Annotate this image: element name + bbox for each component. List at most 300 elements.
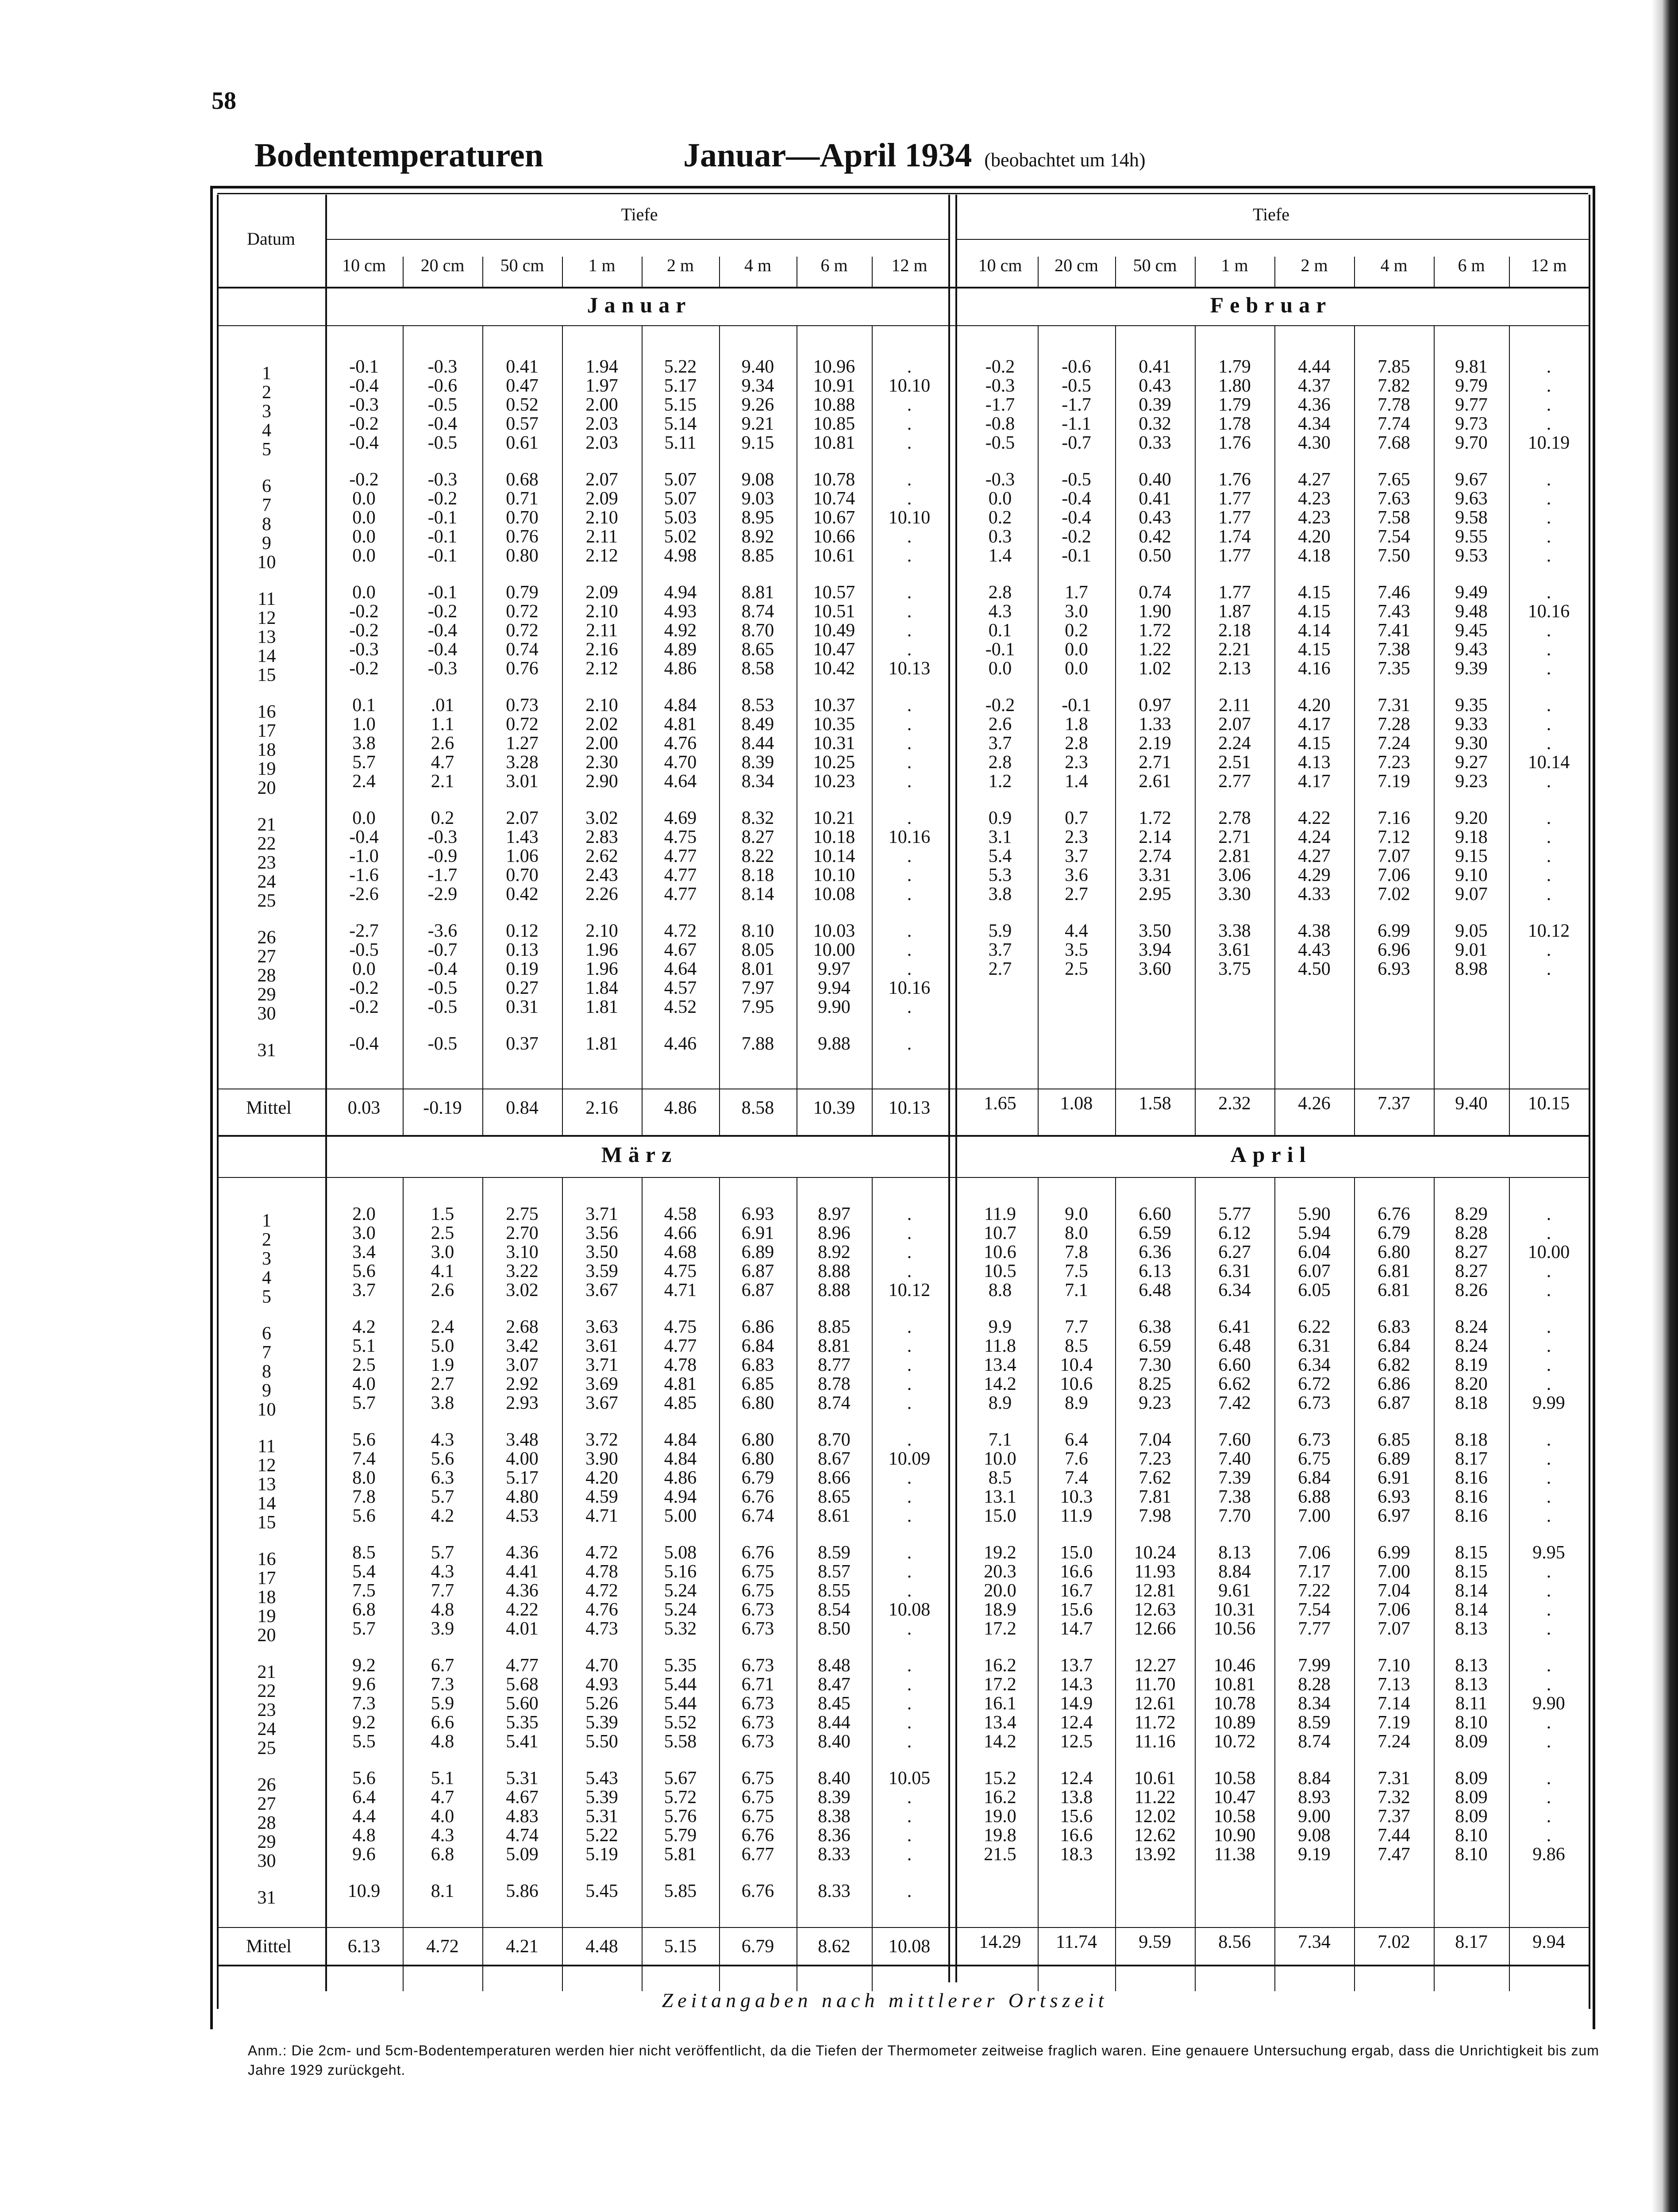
table-cell: 8.38 xyxy=(818,1806,851,1827)
table-cell: 10.16 xyxy=(888,827,931,847)
table-cell: 12.81 xyxy=(1134,1581,1176,1601)
table-cell: 5.19 xyxy=(585,1844,618,1865)
table-cell: 6.80 xyxy=(1378,1242,1410,1262)
table-cell: -0.3 xyxy=(427,357,458,377)
table-cell: 19.8 xyxy=(984,1825,1016,1846)
day-number: 12 xyxy=(257,608,276,628)
table-cell: . xyxy=(1546,376,1551,396)
mittel-cell: 4.26 xyxy=(1298,1093,1331,1114)
table-cell: 0.42 xyxy=(1139,527,1171,547)
mittel-cell: -0.19 xyxy=(423,1098,462,1118)
table-cell: 1.96 xyxy=(585,959,618,979)
table-cell: 5.85 xyxy=(664,1881,697,1901)
table-cell: -0.2 xyxy=(349,601,379,622)
table-cell: 2.07 xyxy=(1218,714,1251,735)
table-cell: . xyxy=(907,546,912,566)
mittel-cell: 4.48 xyxy=(585,1936,618,1957)
table-cell: 4.16 xyxy=(1298,658,1331,679)
table-cell: 7.85 xyxy=(1378,357,1410,377)
table-cell: 1.87 xyxy=(1218,601,1251,622)
table-cell: . xyxy=(1546,884,1551,904)
table-cell: 1.81 xyxy=(585,997,618,1017)
table-cell: 5.32 xyxy=(664,1619,697,1639)
table-cell: 4.50 xyxy=(1298,959,1331,979)
table-cell: 4.36 xyxy=(506,1581,539,1601)
table-cell: 5.94 xyxy=(1298,1223,1331,1243)
table-cell: 2.1 xyxy=(431,771,454,792)
table-cell: 2.68 xyxy=(506,1317,539,1337)
table-cell: 3.90 xyxy=(585,1449,618,1469)
table-cell: -0.4 xyxy=(349,376,379,396)
table-cell: 0.33 xyxy=(1139,433,1171,453)
table-cell: 8.13 xyxy=(1455,1619,1488,1639)
table-cell: 18.9 xyxy=(984,1600,1016,1620)
table-cell: 4.22 xyxy=(1298,808,1331,828)
table-cell: 6.48 xyxy=(1218,1336,1251,1356)
depth-header: 50 cm xyxy=(500,255,544,275)
table-cell: 8.85 xyxy=(818,1317,851,1337)
table-cell: 7.8 xyxy=(1065,1242,1088,1262)
table-cell: 3.50 xyxy=(1139,921,1171,941)
table-cell: 7.22 xyxy=(1298,1581,1331,1601)
depth-header: 10 cm xyxy=(978,255,1022,275)
day-number: 10 xyxy=(257,1400,276,1420)
table-cell: 2.09 xyxy=(585,489,618,509)
table-cell: . xyxy=(907,695,912,716)
table-cell: 3.67 xyxy=(585,1393,618,1413)
table-cell: 8.17 xyxy=(1455,1449,1488,1469)
table-cell: . xyxy=(1546,658,1551,679)
table-cell: 1.02 xyxy=(1139,658,1171,679)
table-cell: 6.80 xyxy=(741,1449,774,1469)
table-cell: 4.70 xyxy=(664,752,697,773)
table-cell: 6.73 xyxy=(1298,1393,1331,1413)
table-cell: 6.81 xyxy=(1378,1280,1410,1300)
mittel-cell: 10.15 xyxy=(1528,1093,1570,1114)
table-cell: 6.85 xyxy=(1378,1430,1410,1450)
table-cell: 8.40 xyxy=(818,1731,851,1752)
table-cell: . xyxy=(907,1581,912,1601)
table-cell: 4.17 xyxy=(1298,771,1331,792)
table-cell: 9.9 xyxy=(988,1317,1012,1337)
table-cell: 0.79 xyxy=(506,582,539,603)
table-cell: -0.1 xyxy=(1062,695,1091,716)
table-cell: . xyxy=(907,1468,912,1488)
table-cell: 8.53 xyxy=(741,695,774,716)
table-cell: -0.3 xyxy=(985,469,1015,490)
table-cell: 7.17 xyxy=(1298,1562,1331,1582)
table-cell: 0.68 xyxy=(506,469,539,490)
table-cell: 7.68 xyxy=(1378,433,1410,453)
table-cell: 3.02 xyxy=(506,1280,539,1300)
day-number: 26 xyxy=(257,927,276,948)
page-number: 58 xyxy=(212,87,236,115)
table-cell: . xyxy=(907,865,912,885)
table-cell: 4.57 xyxy=(664,978,697,998)
table-cell: 2.16 xyxy=(585,639,618,660)
table-cell: 4.23 xyxy=(1298,489,1331,509)
table-cell: 2.10 xyxy=(585,601,618,622)
table-cell: 5.1 xyxy=(431,1768,454,1789)
table-cell: -0.5 xyxy=(985,433,1015,453)
table-cell: 19.0 xyxy=(984,1806,1016,1827)
table-cell: 15.2 xyxy=(984,1768,1016,1789)
table-cell: . xyxy=(1546,1430,1551,1450)
table-cell: . xyxy=(907,1223,912,1243)
table-cell: 4.29 xyxy=(1298,865,1331,885)
title-note: (beobachtet um 14h) xyxy=(984,149,1146,171)
table-cell: 4.46 xyxy=(664,1034,697,1054)
table-cell: 10.00 xyxy=(1528,1242,1570,1262)
day-number: 24 xyxy=(257,872,276,892)
table-cell: 3.7 xyxy=(1065,846,1088,866)
table-cell: 9.49 xyxy=(1455,582,1488,603)
day-number: 29 xyxy=(257,985,276,1005)
table-cell: 2.12 xyxy=(585,546,618,566)
table-cell: 8.65 xyxy=(818,1487,851,1507)
table-cell: 4.72 xyxy=(664,921,697,941)
table-cell: 1.77 xyxy=(1218,546,1251,566)
table-cell: 7.54 xyxy=(1298,1600,1331,1620)
table-cell: 1.81 xyxy=(585,1034,618,1054)
table-cell: . xyxy=(1546,714,1551,735)
day-number: 30 xyxy=(257,1004,276,1024)
table-cell: 9.33 xyxy=(1455,714,1488,735)
table-cell: 1.72 xyxy=(1139,808,1171,828)
day-number: 6 xyxy=(262,1323,271,1344)
table-cell: . xyxy=(907,1562,912,1582)
day-number: 8 xyxy=(262,1362,271,1382)
table-cell: 16.6 xyxy=(1060,1825,1093,1846)
table-cell: 6.81 xyxy=(1378,1261,1410,1281)
day-number: 19 xyxy=(257,1606,276,1627)
table-cell: 8.10 xyxy=(1455,1825,1488,1846)
mittel-cell: 2.32 xyxy=(1218,1093,1251,1114)
table-cell: 8.14 xyxy=(1455,1581,1488,1601)
table-cell: 5.0 xyxy=(431,1336,454,1356)
table-cell: 8.74 xyxy=(1298,1731,1331,1752)
table-cell: -0.2 xyxy=(349,658,379,679)
day-number: 24 xyxy=(257,1719,276,1739)
table-cell: 2.18 xyxy=(1218,620,1251,641)
table-cell: 6.73 xyxy=(741,1655,774,1676)
table-cell: 4.13 xyxy=(1298,752,1331,773)
day-number: 13 xyxy=(257,1474,276,1495)
table-cell: 2.30 xyxy=(585,752,618,773)
table-cell: 8.59 xyxy=(1298,1712,1331,1733)
table-cell: .01 xyxy=(431,695,454,716)
day-number: 1 xyxy=(262,1211,271,1231)
table-cell: 3.69 xyxy=(585,1374,618,1394)
table-cell: 7.44 xyxy=(1378,1825,1410,1846)
table-cell: 10.9 xyxy=(347,1881,381,1901)
day-number: 23 xyxy=(257,1700,276,1720)
table-cell: 9.01 xyxy=(1455,940,1488,960)
table-cell: 7.04 xyxy=(1378,1581,1410,1601)
table-cell: -0.4 xyxy=(427,620,458,641)
table-cell: -1.6 xyxy=(349,865,379,885)
table-cell: 4.17 xyxy=(1298,714,1331,735)
table-cell: 7.00 xyxy=(1298,1506,1331,1526)
table-cell: 6.13 xyxy=(1139,1261,1171,1281)
table-cell: . xyxy=(907,940,912,960)
table-cell: -0.4 xyxy=(349,433,379,453)
table-cell: 4.86 xyxy=(664,658,697,679)
table-cell: 3.7 xyxy=(988,940,1012,960)
table-cell: . xyxy=(907,1674,912,1695)
table-cell: 0.13 xyxy=(506,940,539,960)
table-cell: 4.75 xyxy=(664,1261,697,1281)
footer-time-note: Zeitangaben nach mittlerer Ortszeit xyxy=(662,1989,1108,2012)
day-number: 13 xyxy=(257,627,276,647)
mittel-label: Mittel xyxy=(246,1936,292,1957)
table-cell: 4.3 xyxy=(431,1825,454,1846)
table-cell: . xyxy=(1546,639,1551,660)
table-cell: . xyxy=(907,1487,912,1507)
table-cell: . xyxy=(1546,620,1551,641)
table-cell: 7.70 xyxy=(1218,1506,1251,1526)
table-cell: 10.10 xyxy=(888,508,931,528)
table-cell: . xyxy=(1546,1280,1551,1300)
table-cell: 6.76 xyxy=(741,1487,774,1507)
table-cell: 4.93 xyxy=(664,601,697,622)
table-cell: 6.82 xyxy=(1378,1355,1410,1375)
day-number: 6 xyxy=(262,476,271,496)
table-cell: 7.00 xyxy=(1378,1562,1410,1582)
table-cell: 9.10 xyxy=(1455,865,1488,885)
table-cell: 16.7 xyxy=(1060,1581,1093,1601)
table-cell: 12.4 xyxy=(1060,1712,1093,1733)
table-cell: 4.43 xyxy=(1298,940,1331,960)
table-cell: 7.38 xyxy=(1378,639,1410,660)
table-cell: 2.95 xyxy=(1139,884,1171,904)
table-cell: 13.7 xyxy=(1060,1655,1093,1676)
table-cell: 12.63 xyxy=(1134,1600,1176,1620)
table-cell: 4.77 xyxy=(664,865,697,885)
table-cell: -0.3 xyxy=(427,827,458,847)
table-cell: 8.39 xyxy=(818,1787,851,1808)
table-cell: 3.8 xyxy=(988,884,1012,904)
table-cell: 6.60 xyxy=(1218,1355,1251,1375)
table-cell: 2.90 xyxy=(585,771,618,792)
table-cell: 6.99 xyxy=(1378,921,1410,941)
table-cell: 0.0 xyxy=(1065,658,1088,679)
table-cell: 5.7 xyxy=(431,1487,454,1507)
day-number: 27 xyxy=(257,946,276,967)
table-cell: 2.4 xyxy=(431,1317,454,1337)
table-cell: 4.33 xyxy=(1298,884,1331,904)
table-cell: 8.47 xyxy=(818,1674,851,1695)
table-cell: 10.67 xyxy=(813,508,855,528)
table-cell: 2.75 xyxy=(506,1204,539,1224)
day-number: 1 xyxy=(262,363,271,384)
table-cell: 4.89 xyxy=(664,639,697,660)
table-cell: 8.58 xyxy=(741,658,774,679)
table-cell: 5.22 xyxy=(664,357,697,377)
table-cell: 9.79 xyxy=(1455,376,1488,396)
table-cell: 12.5 xyxy=(1060,1731,1093,1752)
month-title-februar: Februar xyxy=(1210,292,1332,317)
table-cell: 0.74 xyxy=(1139,582,1171,603)
day-number: 22 xyxy=(257,1681,276,1701)
table-cell: 5.68 xyxy=(506,1674,539,1695)
table-cell: 6.86 xyxy=(741,1317,774,1337)
table-cell: 10.0 xyxy=(984,1449,1016,1469)
day-number: 7 xyxy=(262,1343,271,1363)
depth-header: 4 m xyxy=(744,255,772,275)
table-cell: 4.7 xyxy=(431,1787,454,1808)
day-number: 21 xyxy=(257,1662,276,1682)
table-cell: 7.19 xyxy=(1378,1712,1410,1733)
table-cell: 10.47 xyxy=(813,639,855,660)
table-cell: 10.4 xyxy=(1060,1355,1093,1375)
table-cell: 7.3 xyxy=(431,1674,454,1695)
table-cell: 9.61 xyxy=(1218,1581,1251,1601)
table-cell: 0.3 xyxy=(988,527,1012,547)
table-cell: . xyxy=(1546,582,1551,603)
table-cell: 10.09 xyxy=(888,1449,931,1469)
table-cell: 0.43 xyxy=(1139,376,1171,396)
table-cell: 8.18 xyxy=(1455,1430,1488,1450)
table-cell: 6.73 xyxy=(741,1619,774,1639)
table-cell: 0.0 xyxy=(988,658,1012,679)
table-cell: 11.72 xyxy=(1134,1712,1176,1733)
table-cell: 4.81 xyxy=(664,714,697,735)
table-cell: 6.97 xyxy=(1378,1506,1410,1526)
table-cell: -0.4 xyxy=(349,827,379,847)
table-cell: 2.5 xyxy=(431,1223,454,1243)
mittel-cell: 4.86 xyxy=(664,1098,697,1118)
table-cell: 0.1 xyxy=(988,620,1012,641)
table-cell: 11.38 xyxy=(1214,1844,1255,1865)
table-cell: 8.15 xyxy=(1455,1543,1488,1563)
table-cell: 4.24 xyxy=(1298,827,1331,847)
table-cell: 0.0 xyxy=(352,808,376,828)
table-cell: 8.34 xyxy=(741,771,774,792)
table-cell: -0.7 xyxy=(1062,433,1091,453)
table-cell: 8.28 xyxy=(1455,1223,1488,1243)
table-cell: 7.35 xyxy=(1378,658,1410,679)
table-cell: . xyxy=(907,921,912,941)
table-cell: 5.08 xyxy=(664,1543,697,1563)
table-cell: 4.74 xyxy=(506,1825,539,1846)
table-cell: . xyxy=(907,884,912,904)
table-cell: 2.0 xyxy=(352,1204,376,1224)
table-cell: -0.5 xyxy=(427,395,458,415)
table-cell: . xyxy=(907,1336,912,1356)
table-cell: 4.77 xyxy=(664,1336,697,1356)
table-cell: 0.0 xyxy=(352,582,376,603)
table-cell: 9.00 xyxy=(1298,1806,1331,1827)
table-cell: . xyxy=(907,1506,912,1526)
table-cell: 6.99 xyxy=(1378,1543,1410,1563)
day-number: 14 xyxy=(257,646,276,666)
table-cell: 5.11 xyxy=(664,433,697,453)
table-cell: 8.27 xyxy=(1455,1242,1488,1262)
depth-header: 1 m xyxy=(1221,255,1248,275)
table-cell: 6.48 xyxy=(1139,1280,1171,1300)
table-cell: 7.60 xyxy=(1218,1430,1251,1450)
table-cell: 19.2 xyxy=(984,1543,1016,1563)
table-cell: 6.04 xyxy=(1298,1242,1331,1262)
table-cell: -3.6 xyxy=(427,921,458,941)
table-cell: . xyxy=(907,395,912,415)
table-cell: 5.7 xyxy=(431,1543,454,1563)
table-cell: 6.91 xyxy=(1378,1468,1410,1488)
table-cell: 7.30 xyxy=(1139,1355,1171,1375)
table-cell: 4.0 xyxy=(352,1374,376,1394)
mittel-cell: 0.03 xyxy=(347,1098,381,1118)
table-cell: 4.77 xyxy=(664,846,697,866)
table-cell: -0.7 xyxy=(427,940,458,960)
table-cell: 4.73 xyxy=(585,1619,618,1639)
day-number: 15 xyxy=(257,1512,276,1533)
table-cell: 4.93 xyxy=(585,1674,618,1695)
table-cell: 0.2 xyxy=(1065,620,1088,641)
table-cell: -0.2 xyxy=(1062,527,1091,547)
table-cell: 10.37 xyxy=(813,695,855,716)
table-cell: 18.3 xyxy=(1060,1844,1093,1865)
table-cell: 6.79 xyxy=(1378,1223,1410,1243)
table-cell: 3.06 xyxy=(1218,865,1251,885)
table-cell: 4.94 xyxy=(664,1487,697,1507)
table-cell: 0.52 xyxy=(506,395,539,415)
table-cell: 8.36 xyxy=(818,1825,851,1846)
day-number: 3 xyxy=(262,1249,271,1269)
table-cell: 9.86 xyxy=(1532,1844,1565,1865)
table-cell: 5.03 xyxy=(664,508,697,528)
table-cell: 7.95 xyxy=(741,997,774,1017)
table-cell: 5.72 xyxy=(664,1787,697,1808)
table-cell: 6.59 xyxy=(1139,1223,1171,1243)
table-cell: -0.1 xyxy=(427,582,458,603)
depth-header: 6 m xyxy=(1458,255,1485,275)
table-cell: . xyxy=(1546,1468,1551,1488)
table-cell: . xyxy=(1546,469,1551,490)
table-cell: 5.7 xyxy=(352,1619,376,1639)
table-cell: 10.19 xyxy=(1528,433,1570,453)
table-cell: 8.32 xyxy=(741,808,774,828)
table-cell: . xyxy=(1546,1655,1551,1676)
table-cell: 7.02 xyxy=(1378,884,1410,904)
table-cell: 8.54 xyxy=(818,1600,851,1620)
table-cell: 10.61 xyxy=(1134,1768,1176,1789)
table-cell: -0.1 xyxy=(1062,546,1091,566)
table-cell: 5.6 xyxy=(431,1449,454,1469)
table-cell: 8.97 xyxy=(818,1204,851,1224)
table-cell: 10.85 xyxy=(813,414,855,434)
table-cell: 2.8 xyxy=(988,582,1012,603)
table-cell: 3.0 xyxy=(431,1242,454,1262)
table-cell: 7.23 xyxy=(1139,1449,1171,1469)
day-number: 18 xyxy=(257,740,276,760)
depth-header: 10 cm xyxy=(342,255,386,275)
table-cell: 6.76 xyxy=(741,1825,774,1846)
month-title-maerz: März xyxy=(601,1142,678,1167)
table-cell: 1.79 xyxy=(1218,357,1251,377)
mittel-cell: 4.21 xyxy=(506,1936,539,1957)
table-cell: 4.23 xyxy=(1298,508,1331,528)
table-cell: 0.0 xyxy=(352,527,376,547)
day-number: 27 xyxy=(257,1794,276,1814)
table-cell: -0.2 xyxy=(349,978,379,998)
table-cell: 5.1 xyxy=(352,1336,376,1356)
table-cell: 2.09 xyxy=(585,582,618,603)
table-cell: 6.85 xyxy=(741,1374,774,1394)
table-cell: 10.81 xyxy=(1213,1674,1256,1695)
table-cell: 8.9 xyxy=(1065,1393,1088,1413)
table-cell: 8.57 xyxy=(818,1562,851,1582)
